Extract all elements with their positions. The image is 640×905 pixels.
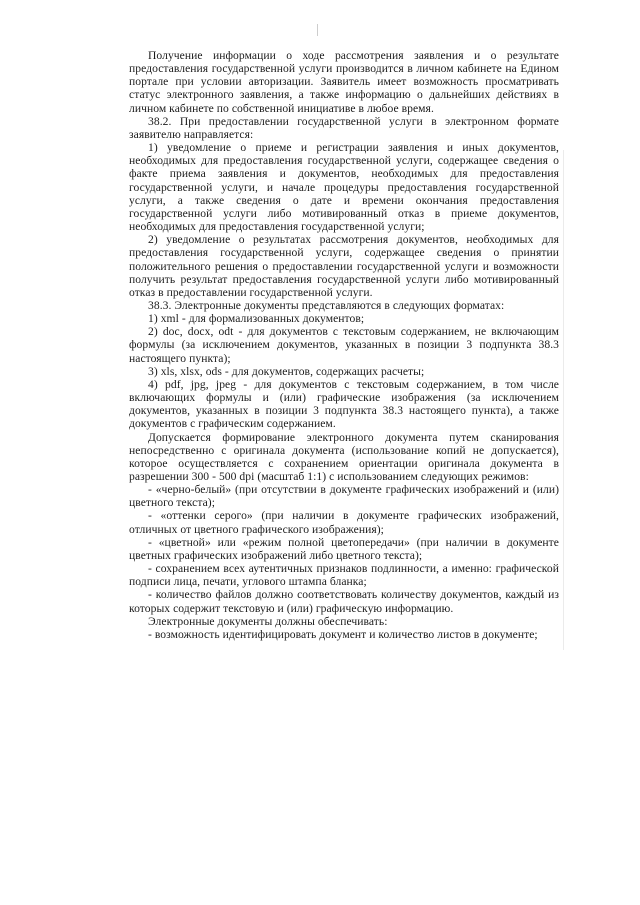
paragraph-authenticity: - сохранением всех аутентичных признаков подлинности, а именно: графической подписи лица, печати, углового штампа бланка;: [129, 562, 559, 589]
paragraph-format-doc: 2) doc, docx, odt - для документов с текстовым содержанием, не включающим формулы (за исключением документов, указанных в позиции 3 подпункта 38.3 настоящего пункта);: [129, 325, 559, 365]
paragraph-requirements-heading: Электронные документы должны обеспечивать:: [148, 614, 388, 628]
paragraph-scanning: Допускается формирование электронного документа путем сканирования непосредственно с оригинала документа (использование копий не допускается), которое осуществляется с сохранением ориентации оригинала документа в разрешении 300 - 500 dpi (масштаб 1:1) с использованием следующих режимов:: [129, 430, 559, 483]
paragraph-format-xml: 1) xml - для формализованных документов;: [148, 312, 365, 326]
paragraph-38-2-item-2: 2) уведомление о результатах рассмотрения документов, необходимых для предоставления государственной услуги, содержащее сведения о принятии положительного решения о предоставлении государственной услуги и возможности получить результат предоставления государственной услуги либо мотивированный отказ в предоставлении государственной услуги.: [129, 233, 559, 299]
paragraph-mode-color: - «цветной» или «режим полной цветопередачи» (при наличии в документе цветных графических изображений либо цветного текста);: [129, 535, 559, 562]
scan-mark-right: [563, 150, 564, 650]
paragraph-38-2-item-1: 1) уведомление о приеме и регистрации заявления и иных документов, необходимых для предоставления государственной услуги, содержащее сведения о факте приема заявления и документов, необходимых для предоставления государственной услуги, и начале процедуры предоставления государственной услуги, а также сведения о дате и времени окончания предоставления государственной услуги либо мотивированный отказ в приеме документов, необходимых для предоставления государственной услуги;: [129, 141, 559, 234]
paragraph-format-pdf: 4) pdf, jpg, jpeg - для документов с текстовым содержанием, в том числе включающих формулы и (или) графические изображения (за исключением документов, указанных в позиции 3 подпункта 38.3 настоящего пункта), а также документов с графическим содержанием.: [129, 377, 559, 431]
paragraph-38-3-heading: 38.3. Электронные документы представляются в следующих форматах:: [148, 298, 505, 312]
paragraph-file-count: - количество файлов должно соответствовать количеству документов, каждый из которых содержит текстовую и (или) графическую информацию.: [129, 588, 559, 615]
scan-mark-top: [317, 24, 318, 36]
paragraph-mode-grayscale: - «оттенки серого» (при наличии в документе графических изображений, отличных от цветного графического изображения);: [129, 509, 559, 536]
document-body: [129, 49, 559, 641]
paragraph-status-info: Получение информации о ходе рассмотрения заявления и о результате предоставления государственной услуги производится в личном кабинете на Едином портале при условии авторизации. Заявитель имеет возможность просматривать статус электронного заявления, а также информацию о дальнейших действиях в личном кабинете по собственной инициативе в любое время.: [129, 49, 559, 115]
paragraph-mode-bw: - «черно-белый» (при отсутствии в документе графических изображений и (или) цветного текста);: [129, 483, 559, 510]
paragraph-38-2-heading: 38.2. При предоставлении государственной услуги в электронном формате заявителю направляется:: [129, 114, 559, 141]
paragraph-format-xls: 3) xls, xlsx, ods - для документов, содержащих расчеты;: [148, 364, 425, 378]
paragraph-identification: - возможность идентифицировать документ и количество листов в документе;: [148, 627, 538, 641]
